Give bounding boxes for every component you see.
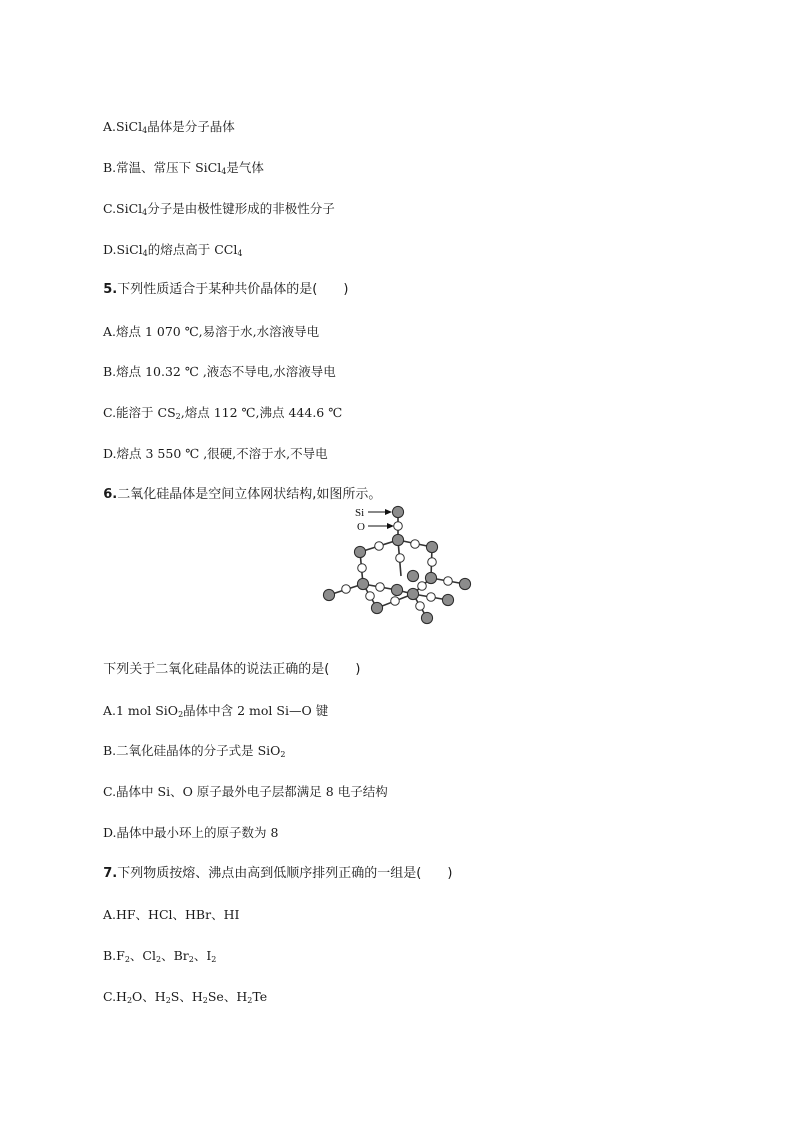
- q7-stem: 7.下列物质按熔、沸点由高到低顺序排列正确的一组是( ): [103, 866, 453, 881]
- q6-question: 下列关于二氧化硅晶体的说法正确的是( ): [103, 662, 361, 677]
- q4-option-d: D.SiCl$_4$的熔点高于 CCl$_4$: [102, 242, 243, 258]
- q6-option-a: A.1 mol SiO$_2$晶体中含 2 mol Si—O 键: [102, 703, 329, 719]
- q5-stem: 5.下列性质适合于某种共价晶体的是( ): [103, 282, 349, 297]
- q6-option-d: D.晶体中最小环上的原子数为 8: [102, 825, 279, 840]
- q5-option-c: C.能溶于 $CS_2$,熔点 112 ℃,沸点 444.6 ℃: [102, 405, 343, 421]
- q5-option-d: D.熔点 3 550 ℃ ,很硬,不溶于水,不导电: [102, 446, 328, 461]
- q6-stem: 6.二氧化硅晶体是空间立体网状结构,如图所示。: [103, 487, 382, 502]
- q5-option-a: A.熔点 1 070 ℃,易溶于水,水溶液导电: [102, 324, 320, 339]
- sio2-structure-figure: [315, 500, 480, 628]
- q4-option-a: A.SiCl$_4$晶体是分子晶体: [102, 119, 235, 135]
- q7-option-c: $C.H_2O$、$H_2S$、$H_2Se$、$H_2Te$: [102, 989, 268, 1005]
- si-arrow-icon: [385, 509, 392, 515]
- q6-option-b: B.二氧化硅晶体的分子式是 SiO$_2$: [102, 743, 286, 759]
- q5-option-b: B.熔点 10.32 ℃ ,液态不导电,水溶液导电: [102, 364, 336, 379]
- q7-option-b: $B.F_2$、$Cl_2$、$Br_2$、$I_2$: [102, 948, 217, 964]
- q4-option-b: B.常温、常压下 SiCl$_4$是气体: [102, 160, 264, 176]
- q7-option-a: A.HF、HCl、HBr、HI: [102, 907, 240, 922]
- o-label: O: [357, 521, 365, 533]
- si-label: Si: [355, 507, 365, 519]
- q4-option-c: C.SiCl$_4$分子是由极性键形成的非极性分子: [102, 201, 335, 217]
- q6-option-c: C.晶体中 Si、O 原子最外电子层都满足 8 电子结构: [102, 784, 388, 799]
- o-arrow-icon: [387, 523, 394, 529]
